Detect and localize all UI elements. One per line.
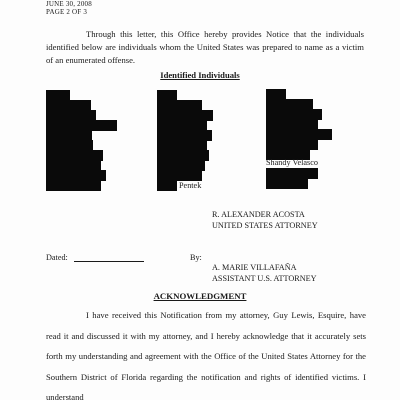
page-header (46, 0, 92, 16)
by-label: By: (190, 253, 202, 262)
redacted-list-right-lower (266, 168, 326, 192)
dated-line (46, 253, 144, 262)
signatory-name-first: R. ALEXANDER ACOSTA (212, 210, 305, 219)
identified-name-right: Shandy Velasco (266, 158, 318, 167)
signatory-name-second: A. MARIE VILLAFAÑA (212, 263, 297, 272)
identified-name-middle: Pentek (179, 181, 202, 190)
signature-block-second (212, 262, 317, 284)
signatory-title-first: UNITED STATES ATTORNEY (212, 221, 318, 230)
redacted-list-middle (157, 90, 227, 192)
dated-label: Dated: (46, 253, 68, 262)
dated-blank (74, 253, 144, 262)
redaction-bar (266, 178, 308, 189)
acknowledgment-paragraph: I have received this Notification from my attorney, Guy Lewis, Esquire, have read it and discussed it with my attorney, and I hereby acknowledge that it accurately sets forth my understanding and agreement with the Office of the United States Attorney for the Southern District of Florida regarding the notification and rights of identified victims. I understand (46, 310, 366, 402)
redaction-bar (46, 180, 101, 191)
header-date: JUNE 30, 2008 (46, 0, 92, 8)
signature-block-first (212, 209, 318, 231)
header-page-number: PAGE 2 OF 3 (46, 8, 88, 16)
acknowledgment-title: ACKNOWLEDGMENT (153, 291, 247, 301)
intro-paragraph: Through this letter, this Office hereby provides Notice that the individuals identified below are individuals whom the United States was prepared to name as a victim of an enumerated offense. (46, 29, 364, 65)
redacted-list-left (46, 90, 126, 200)
redaction-bar (157, 180, 177, 191)
identified-individuals-title: Identified Individuals (160, 70, 240, 80)
signatory-title-second: ASSISTANT U.S. ATTORNEY (212, 274, 317, 283)
